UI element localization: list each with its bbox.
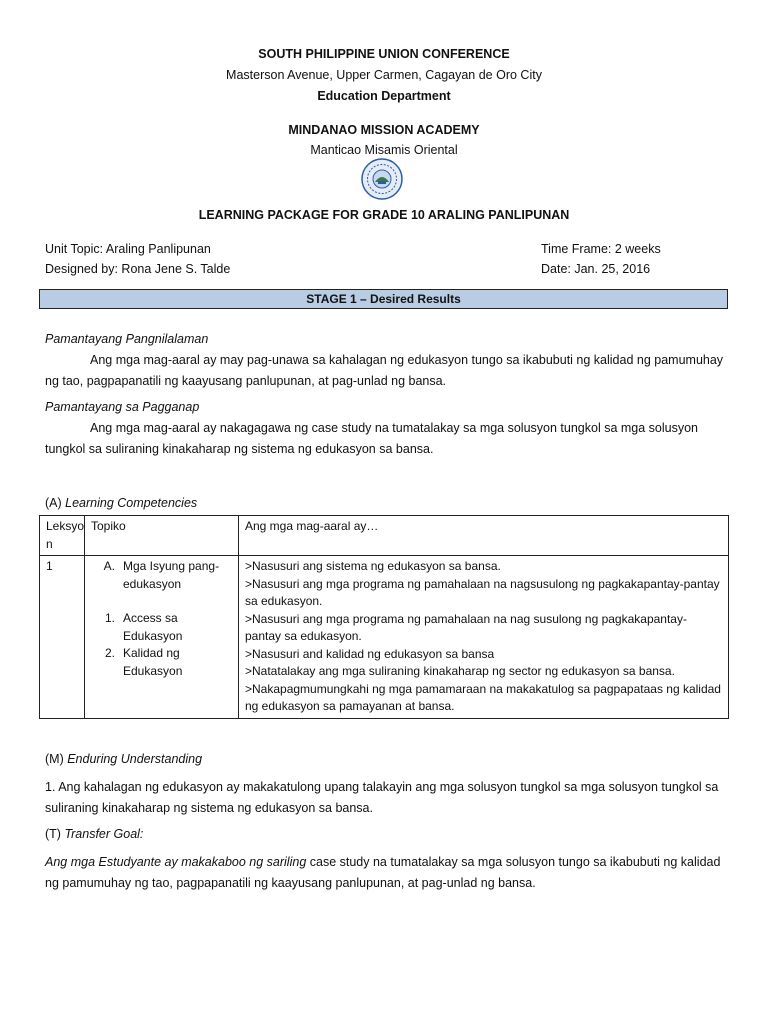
header-lesson: Leksyo n — [40, 516, 85, 556]
performance-standard-text: Ang mga mag-aaral ay nakagagawa ng case study na tumatalakay sa mga solusyon tungkol sa mga solusyon tungkol sa suliraning kinakaharap ng sistema ng edukasyon sa bansa. — [45, 421, 698, 456]
competency-item: >Natatalakay ang mga suliraning kinakaharap ng sector ng edukasyon sa bansa. — [245, 664, 675, 678]
stage1-header: STAGE 1 – Desired Results — [39, 289, 728, 309]
competency-item: >Nasusuri ang sistema ng edukasyon sa bansa. — [245, 559, 501, 573]
school-name: MINDANAO MISSION ACADEMY — [288, 123, 480, 137]
topic-a — [91, 558, 232, 593]
topic-2 — [91, 645, 232, 680]
topic-a-text: Mga Isyung pang-edukasyon — [123, 559, 220, 591]
school-seal-icon — [361, 158, 403, 200]
transfer-heading — [45, 827, 143, 841]
competencies-heading — [45, 496, 197, 510]
transfer-lead: Ang mga Estudyante ay makakaboo ng sariling — [45, 855, 307, 869]
competency-list — [239, 556, 729, 719]
table-header-row — [40, 516, 729, 556]
topic-1 — [91, 610, 232, 645]
header-students: Ang mga mag-aaral ay… — [239, 516, 729, 556]
enduring-heading — [45, 752, 202, 766]
topic-1-text: Access sa Edukasyon — [123, 611, 183, 643]
enduring-text: 1. Ang kahalagan ng edukasyon ay makakatulong upang talakayin ang mga solusyon tungkol sa mga solusyon tungkol sa suliraning kinakaharap ng sistema ng edukasyon sa bansa. — [45, 780, 719, 815]
lesson-number: 1 — [40, 556, 85, 719]
transfer-text — [45, 852, 725, 894]
unit-topic: Unit Topic: Araling Panlipunan — [45, 242, 211, 256]
org-address: Masterson Avenue, Upper Carmen, Cagayan de Oro City — [226, 68, 542, 82]
transfer-prefix: (T) — [45, 827, 65, 841]
topic-2-text: Kalidad ng Edukasyon — [123, 646, 183, 678]
competency-item: >Nasusuri and kalidad ng edukasyon sa bansa — [245, 646, 495, 661]
table-row — [40, 556, 729, 719]
school-address: Manticao Misamis Oriental — [310, 143, 458, 157]
competencies-prefix: (A) — [45, 496, 66, 510]
topic-1-marker: 1. — [104, 611, 115, 625]
topic-a-marker: A. — [103, 559, 115, 573]
competency-item: >Nasusuri ang mga programa ng pamahalaan na nag susulong ng pagkakapantay-pantay sa edukasyon. — [245, 611, 687, 643]
competency-item: >Nakapagmumungkahi ng mga pamamaraan na makakatulog sa pagpapataas ng kalidad ng edukasyon sa pamayanan at bansa. — [245, 681, 721, 713]
content-standard-text: Ang mga mag-aaral ay may pag-unawa sa kahalagan ng edukasyon tungo sa ikabubuti ng kalidad ng pamumuhay ng tao, pagpapanatili ng kaayusang panlupunan, at pag-unlad ng bansa. — [45, 353, 724, 388]
header-topic: Topiko — [85, 516, 239, 556]
competencies-label: Learning Competencies — [65, 496, 198, 510]
org-name: SOUTH PHILIPPINE UNION CONFERENCE — [258, 47, 510, 61]
performance-standard-heading: Pamantayang sa Pagganap — [45, 400, 200, 414]
topic-2-marker: 2. — [104, 646, 115, 660]
document-title: LEARNING PACKAGE FOR GRADE 10 ARALING PANLIPUNAN — [198, 208, 570, 222]
department-name: Education Department — [317, 89, 451, 103]
topic-cell — [85, 556, 239, 719]
competencies-table — [39, 515, 729, 719]
document-date: Date: Jan. 25, 2016 — [541, 262, 651, 276]
competency-item: >Nasusuri ang mga programa ng pamahalaan na nagsusulong ng pagkakapantay-pantay sa edukasyon. — [245, 576, 720, 608]
content-standard-heading: Pamantayang Pangnilalaman — [45, 332, 209, 346]
designed-by: Designed by: Rona Jene S. Talde — [45, 262, 231, 276]
enduring-label: Enduring Understanding — [67, 752, 203, 766]
enduring-prefix: (M) — [45, 752, 68, 766]
transfer-body: case study na tumatalakay sa mga solusyon tungo sa ikabubuti ng kalidad ng pamumuhay ng tao, pagpapanatili ng kaayusang panlupunan, at pag-unlad ng bansa. — [45, 855, 721, 890]
transfer-label: Transfer Goal: — [64, 827, 144, 841]
time-frame: Time Frame: 2 weeks — [541, 242, 661, 256]
